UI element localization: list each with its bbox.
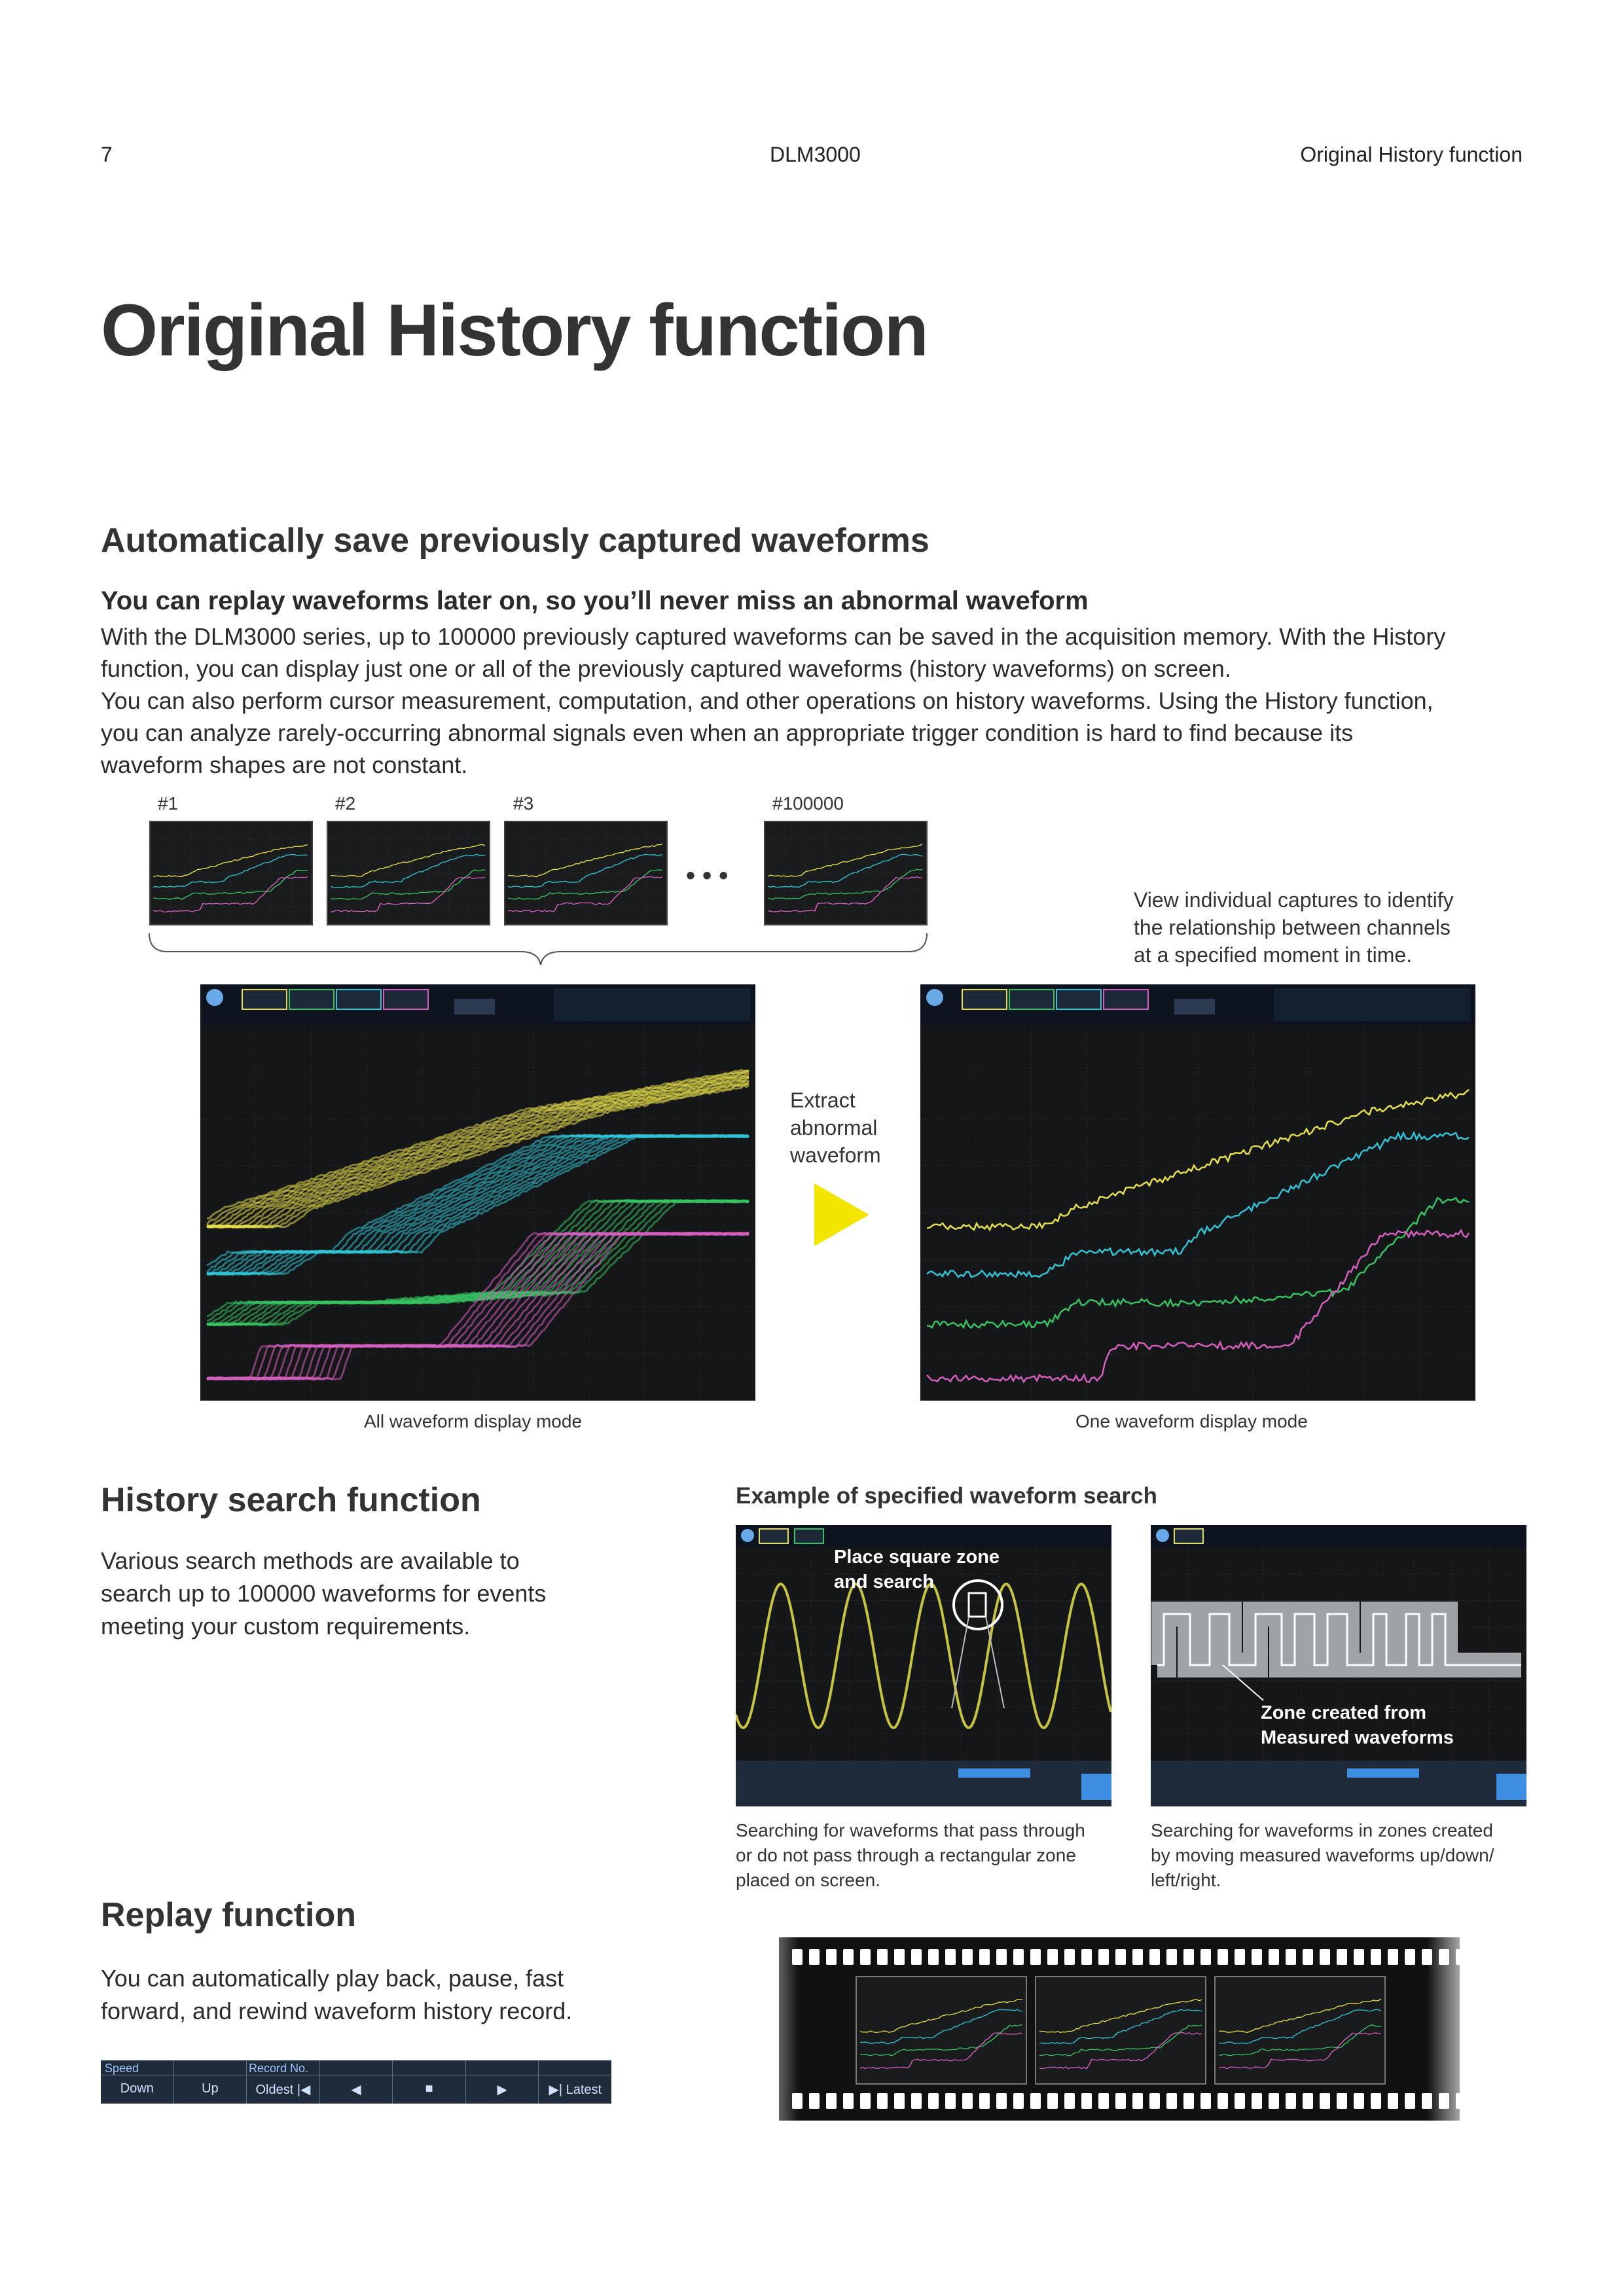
page-title: Original History function bbox=[101, 289, 928, 371]
history-search-text: Various search methods are available to search up to 100000 waveforms for events meeting your custom requirements. bbox=[101, 1547, 547, 1640]
ellipsis: • • • bbox=[686, 861, 729, 890]
extract-label: Extract abnormal waveform bbox=[790, 1088, 881, 1167]
caption-square-search: Searching for waveforms that pass through or do not pass through a rectangular zone placed on screen. bbox=[736, 1820, 1085, 1890]
film-strip bbox=[779, 1937, 1460, 2121]
one-waveform-screen bbox=[920, 984, 1475, 1401]
replay-heading: Replay function bbox=[101, 1896, 357, 1934]
replay-text: You can automatically play back, pause, fast forward, and rewind waveform history record. bbox=[101, 1965, 573, 2024]
history-search-heading: History search function bbox=[101, 1481, 481, 1519]
play-button[interactable]: ▶ bbox=[466, 2060, 539, 2104]
caption-zone-search: Searching for waveforms in zones created by moving measured waveforms up/down/ left/right. bbox=[1151, 1820, 1494, 1890]
overlay-measured-zone: Zone created from Measured waveforms bbox=[1261, 1702, 1454, 1748]
auto-save-subheading: You can replay waveforms later on, so you’ll never miss an abnormal waveform bbox=[101, 586, 1089, 615]
history-thumbnail bbox=[764, 821, 928, 925]
product-name: DLM3000 bbox=[770, 143, 861, 166]
example-heading: Example of specified waveform search bbox=[736, 1483, 1157, 1509]
thumb-label-100000: #100000 bbox=[772, 793, 844, 814]
rewind-button[interactable]: ◀ bbox=[320, 2060, 393, 2104]
auto-save-text: With the DLM3000 series, up to 100000 previously captured waveforms can be saved in the acquisition memory. With the History function, you can display just one or all of the previously captured waveforms (history waveforms) on screen. You can also perform cursor measurement, computation, and other operations on history waveforms. Using the History function, you can analyze rarely-occurring abnormal signals even when an appropriate trigger condition is hard to find because its waveform shapes are not constant. bbox=[101, 623, 1446, 778]
measured-zone-screen bbox=[1151, 1525, 1526, 1806]
history-thumbnail bbox=[149, 821, 313, 925]
oldest-button[interactable]: Oldest |◀ bbox=[247, 2060, 320, 2104]
history-thumbnail bbox=[327, 821, 490, 925]
page-number: 7 bbox=[101, 143, 113, 166]
latest-button[interactable]: ▶| Latest bbox=[549, 2083, 602, 2097]
speed-down-button[interactable]: Down bbox=[101, 2060, 174, 2104]
replay-control-bar bbox=[101, 2060, 611, 2104]
bracket bbox=[148, 932, 928, 969]
all-waveform-screen bbox=[200, 984, 755, 1401]
auto-save-heading: Automatically save previously captured waveforms bbox=[101, 522, 929, 560]
history-thumbnail bbox=[504, 821, 668, 925]
caption-all-mode: All waveform display mode bbox=[364, 1411, 583, 1431]
speed-group-label: Speed bbox=[105, 2062, 139, 2075]
play-arrow-icon bbox=[814, 1183, 869, 1246]
overlay-square-zone: Place square zone and search bbox=[834, 1547, 1000, 1592]
thumb-label-3: #3 bbox=[513, 793, 534, 814]
view-note: View individual captures to identify the relationship between channels at a specified moment in time. bbox=[1134, 888, 1454, 967]
stop-button[interactable]: ■ bbox=[393, 2060, 466, 2104]
section-name: Original History function bbox=[1300, 143, 1523, 166]
caption-one-mode: One waveform display mode bbox=[1075, 1411, 1308, 1431]
square-zone-screen bbox=[736, 1525, 1111, 1806]
record-group-label: Record No. bbox=[249, 2062, 309, 2075]
thumb-label-2: #2 bbox=[335, 793, 356, 814]
thumb-label-1: #1 bbox=[158, 793, 179, 814]
speed-up-button[interactable]: Up bbox=[174, 2060, 247, 2104]
